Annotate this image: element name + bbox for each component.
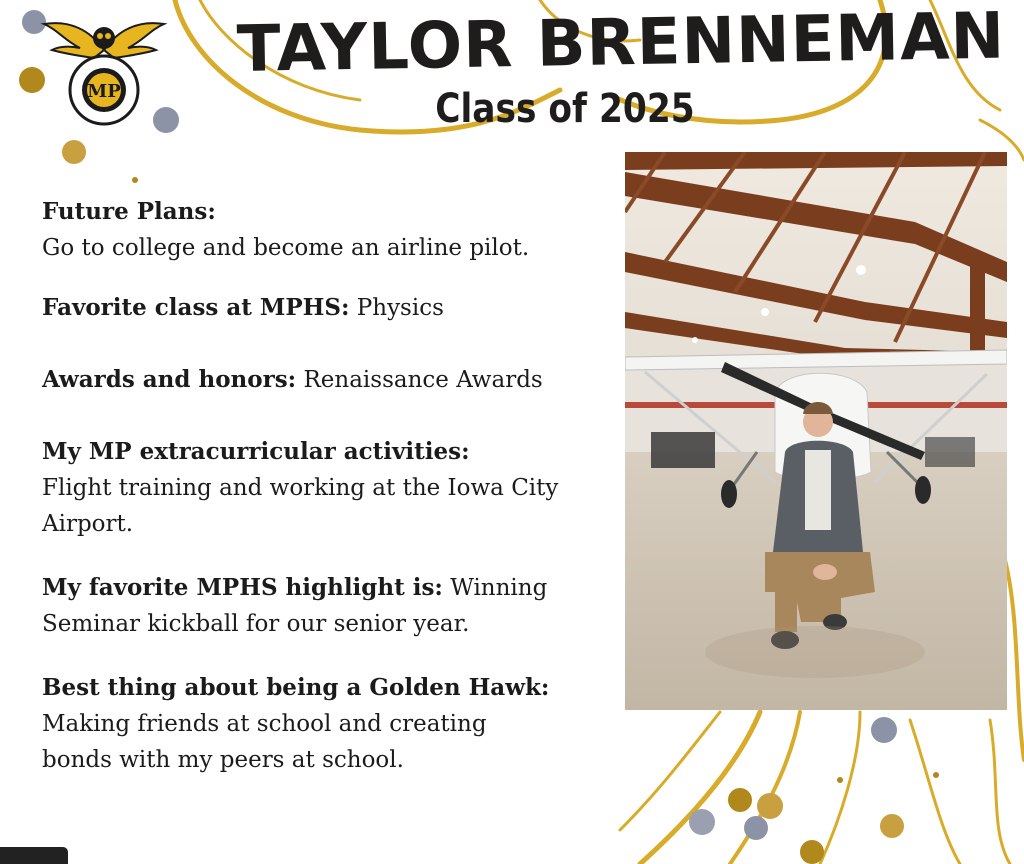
favorite-highlight — [42, 570, 602, 642]
golden-hawk-logo-icon — [40, 10, 168, 130]
best-thing-value: Making friends at school and creating bonds with my peers at school. — [42, 711, 487, 773]
extracurricular-activities — [42, 434, 612, 542]
highlight-label: My favorite MPHS highlight is: — [42, 574, 443, 601]
favorite-class-value: Physics — [349, 295, 444, 321]
favorite-class — [42, 290, 622, 326]
awards-honors — [42, 362, 622, 398]
awards-label: Awards and honors: — [42, 366, 297, 393]
senior-photo — [625, 152, 1007, 710]
activities-label: My MP extracurricular activities: — [42, 438, 470, 465]
highlight-value: Winning Seminar kickball for our senior year. — [42, 575, 548, 637]
future-plans — [42, 194, 622, 266]
corner-tab — [0, 847, 68, 864]
awards-value: Renaissance Awards — [296, 367, 543, 393]
future-plans-label: Future Plans: — [42, 198, 216, 225]
activities-value: Flight training and working at the Iowa City Airport. — [42, 475, 559, 537]
school-logo — [40, 10, 168, 130]
class-year: Class of 2025 — [435, 86, 695, 132]
profile-details — [42, 194, 622, 778]
future-plans-value: Go to college and become an airline pilot. — [42, 235, 530, 261]
logo-monogram: MP — [87, 81, 121, 102]
student-name: TAYLOR BRENNEMAN — [236, 0, 1006, 87]
best-thing-golden-hawk — [42, 670, 562, 778]
favorite-class-label: Favorite class at MPHS: — [42, 294, 350, 321]
best-thing-label: Best thing about being a Golden Hawk: — [42, 674, 550, 701]
hangar-airplane-photo-icon — [625, 152, 1007, 710]
